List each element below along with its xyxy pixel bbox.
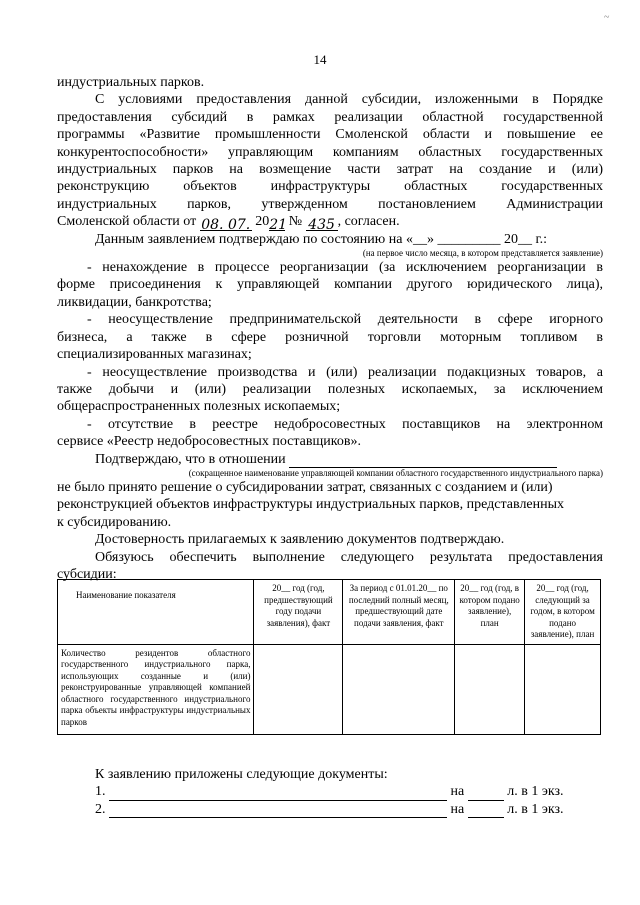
table-header-cell: 20__ год (год, предшествующий году подачи заявления), факт (254, 580, 343, 645)
item-line: сервисе «Реестр недобросовестных поставщиков». (57, 434, 361, 450)
confirm-relation-text: Подтверждаю, что в отношении (95, 451, 286, 467)
decree-number-label: № (288, 214, 303, 230)
attachment-on: на (450, 784, 465, 800)
indicator-name-cell: Количество резидентов областного государственного индустриального парка, использующих созданные и (или) реконструированные управляющей компанией областного государственного индустриального парка объекты инфраструктуры индустриальных парков (58, 644, 254, 734)
item-line: - ненахождение в процессе реорганизации (за исключением реорганизации в (87, 260, 603, 276)
confirm-relation-line: к субсидированию. (57, 514, 172, 530)
item-line: общераспространенных полезных ископаемых; (57, 399, 341, 415)
attachment-number: 2. (95, 801, 106, 817)
table-value-cell (254, 644, 343, 734)
paragraph-line: индустриальных парков на возмещение части затрат на создание и (или) (57, 162, 603, 178)
item-line: - неосуществление предпринимательской деятельности в сфере игорного (87, 312, 603, 328)
item-line: бизнеса, а также в сфере розничной торговли моторным топливом в (57, 329, 603, 345)
table-header-row (58, 580, 601, 645)
attachment-copies: л. в 1 экз. (507, 784, 564, 800)
confirm-relation-line (57, 451, 603, 468)
table-header-cell: Наименование показателя (58, 580, 254, 645)
table-value-cell (525, 644, 601, 734)
table-header-cell: 20__ год (год, в котором подано заявление), план (455, 580, 525, 645)
paragraph-line: программы «Развитие промышленности Смоленской области и повышение ее (57, 127, 603, 143)
attachment-pages-blank (468, 787, 504, 801)
attachment-copies: л. в 1 экз. (507, 801, 564, 817)
decree-year-prefix: 20 (255, 214, 270, 230)
authenticity-line: Достоверность прилагаемых к заявлению документов подтверждаю. (95, 532, 505, 548)
decree-prefix: Смоленской области от (57, 214, 197, 230)
decree-date: 08. 07. (201, 216, 251, 233)
item-line: форме присоединения к управляющей компании другого юридического лица), (57, 277, 603, 293)
attachment-pages-blank (468, 804, 504, 818)
confirm-relation-line: не было принято решение о субсидировании затрат, связанных с созданием и (или) (57, 479, 553, 495)
decree-suffix: , согласен. (337, 214, 400, 230)
paragraph-line: индустриальных парков, утвержденном постановлением Администрации (57, 196, 603, 212)
item-line: - отсутствие в реестре недобросовестных поставщиков на электронном (87, 416, 603, 432)
item-line: ликвидации, банкротства; (57, 294, 212, 310)
confirm-relation-line: реконструкцией объектов инфраструктуры индустриальных парков, представленных (57, 497, 565, 513)
obligation-line: субсидии: (57, 566, 117, 582)
confirm-date-line: Данным заявлением подтверждаю по состоянию на «__» _________ 20__ г.: (95, 231, 547, 247)
paragraph-line: С условиями предоставления данной субсидии, изложенными в Порядке (95, 92, 603, 108)
attachment-row (57, 783, 603, 800)
table-header-cell: За период с 01.01.20__ по последний полный месяц, предшествующий дате подачи заявления, факт (343, 580, 455, 645)
paragraph-line: реконструкцию объектов инфраструктуры областных государственных (57, 179, 603, 195)
paragraph-line: предоставления субсидий в рамках реализации областной государственной (57, 109, 603, 125)
attachment-on: на (450, 801, 465, 817)
item-line: - неосуществление производства и (или) реализации подакцизных товаров, а (87, 364, 603, 380)
attachment-name-blank (109, 804, 447, 818)
company-name-hint: (сокращенное наименование управляющей компании областного государственного индустриального парка) (188, 467, 603, 478)
indicator-table (57, 579, 601, 735)
table-row (58, 644, 601, 734)
table-value-cell (343, 644, 455, 734)
attachment-number: 1. (95, 784, 106, 800)
document-body (57, 74, 603, 583)
decree-line (57, 213, 603, 233)
corner-mark: ~ (604, 12, 610, 23)
obligation-line: Обязуюсь обеспечить выполнение следующего результата предоставления (95, 549, 603, 565)
paragraph-line: конкурентоспособности» управляющим компаниям областных государственных (57, 144, 603, 160)
company-name-blank (289, 454, 557, 468)
attachment-row (57, 801, 603, 818)
table-value-cell (455, 644, 525, 734)
paragraph-line: индустриальных парков. (57, 75, 205, 90)
page-number: 14 (313, 52, 327, 67)
decree-year: 21 (269, 216, 288, 233)
confirm-date-hint: (на первое число месяца, в котором представляется заявление) (362, 248, 603, 259)
attachments-section (57, 766, 603, 818)
item-line: специализированных магазинах; (57, 347, 252, 363)
attachment-name-blank (109, 787, 447, 801)
table-header-cell: 20__ год (год, следующий за годом, в котором подано заявление), план (525, 580, 601, 645)
decree-number: 435 (306, 217, 338, 231)
attachments-heading: К заявлению приложены следующие документы: (95, 767, 388, 782)
item-line: также добычи и (или) реализации полезных ископаемых, за исключением (57, 381, 603, 397)
